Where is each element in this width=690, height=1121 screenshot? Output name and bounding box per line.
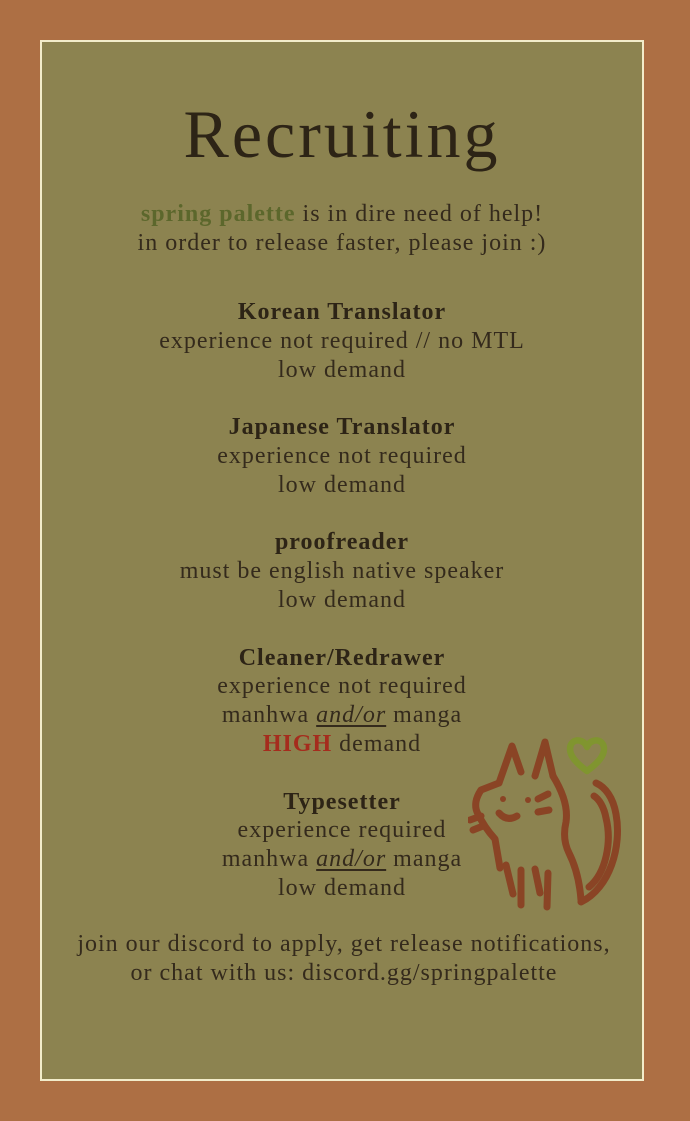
and-or-emphasis: and/or [316, 702, 387, 729]
role-name: proofreader [274, 529, 410, 556]
role-japanese-translator [42, 413, 642, 499]
role-proofreader [42, 528, 642, 614]
footer-line-1: join our discord to apply, get release notifications, [77, 931, 611, 957]
discord-invite-text [22, 930, 666, 988]
group-name: spring palette [140, 201, 296, 227]
role-requirement: must be english native speaker [179, 558, 505, 585]
cat-doodle-icon [468, 726, 646, 914]
footer-line-2: or chat with us: discord.gg/springpalette [130, 959, 558, 986]
role-demand: low demand [278, 874, 406, 901]
intro-text [42, 200, 642, 258]
intro-line-1: spring palette is in dire need of help! [140, 201, 544, 227]
role-demand: low demand [278, 471, 406, 498]
role-media-types: manhwa and/or manga [221, 702, 463, 729]
role-name: Cleaner/Redrawer [238, 644, 446, 671]
intro-line-2: in order to release faster, please join :) [137, 229, 547, 256]
role-demand: HIGH demand [262, 730, 422, 757]
role-requirement: experience required [237, 817, 447, 844]
and-or-emphasis: and/or [316, 846, 387, 873]
role-requirement: experience not required // no MTL [159, 327, 525, 354]
role-requirement: experience not required [217, 673, 467, 700]
role-demand: low demand [278, 586, 406, 613]
role-requirement: experience not required [217, 442, 467, 469]
role-name: Korean Translator [237, 299, 447, 325]
heart-doodle-icon [570, 740, 604, 771]
high-demand-emphasis: HIGH [262, 730, 333, 757]
poster-panel [40, 40, 644, 1081]
role-media-types: manhwa and/or manga [221, 846, 463, 873]
role-korean-translator [42, 298, 642, 384]
role-name: Typesetter [283, 788, 401, 815]
role-name: Japanese Translator [228, 414, 456, 441]
page-title: Recruiting [183, 96, 501, 172]
role-demand: low demand [278, 356, 406, 383]
